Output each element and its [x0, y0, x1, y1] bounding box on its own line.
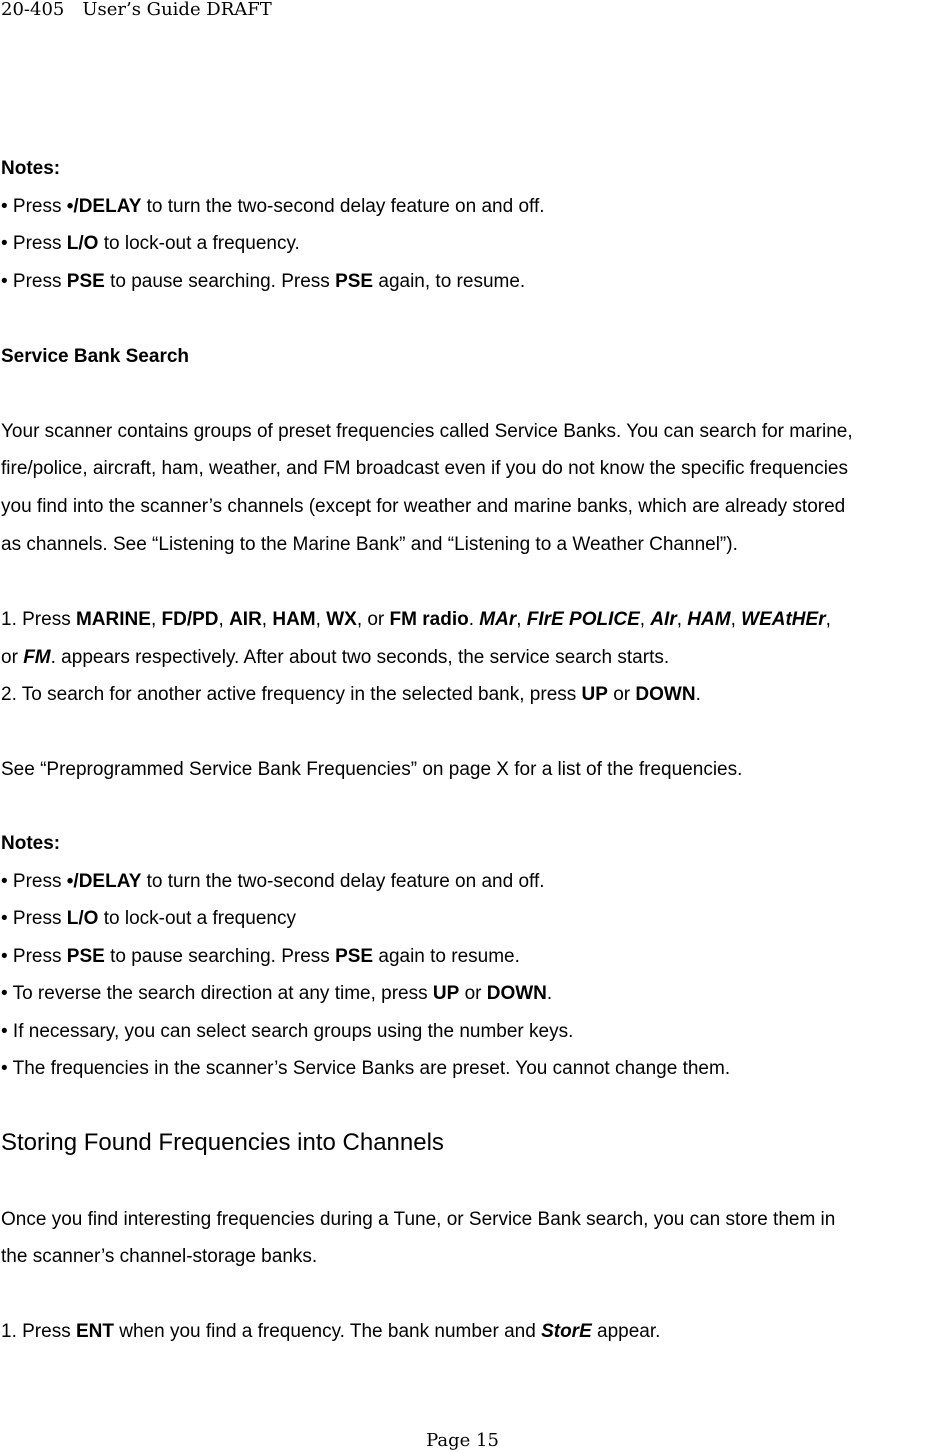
page-number: Page 15 [426, 1430, 499, 1451]
note-item: • If necessary, you can select search groups using the number keys. [1, 1021, 574, 1042]
step-2: 2. To search for another active frequency in the selected bank, press UP or DOWN. [1, 684, 701, 705]
section-heading-storing: Storing Found Frequencies into Channels [1, 1129, 444, 1156]
note-item: • Press •/DELAY to turn the two-second delay feature on and off. [1, 196, 545, 217]
paragraph-line: as channels. See “Listening to the Marine Bank” and “Listening to a Weather Channel”). [1, 534, 738, 555]
step-1-continued: or FM. appears respectively. After about two seconds, the service search starts. [1, 647, 670, 668]
note-item: • Press •/DELAY to turn the two-second delay feature on and off. [1, 871, 545, 892]
step-1: 1. Press ENT when you find a frequency. The bank number and StorE appear. [1, 1321, 661, 1342]
see-also-text: See “Preprogrammed Service Bank Frequencies” on page X for a list of the frequencies. [1, 759, 743, 780]
paragraph-line: Once you find interesting frequencies during a Tune, or Service Bank search, you can store them in [1, 1209, 836, 1230]
note-item: • Press PSE to pause searching. Press PSE again, to resume. [1, 271, 526, 292]
note-item: • Press L/O to lock-out a frequency. [1, 233, 300, 254]
step-1: 1. Press MARINE, FD/PD, AIR, HAM, WX, or FM radio. MAr, FIrE POLICE, AIr, HAM, WEAtHEr, [1, 609, 831, 630]
paragraph-line: the scanner’s channel-storage banks. [1, 1246, 318, 1267]
document-header: 20-405 User’s Guide DRAFT [1, 0, 272, 20]
paragraph-line: Your scanner contains groups of preset frequencies called Service Banks. You can search for marine, [1, 421, 853, 442]
notes-label: Notes: [1, 833, 61, 854]
paragraph-line: you find into the scanner’s channels (except for weather and marine banks, which are already stored [1, 496, 846, 517]
section-heading-service-bank: Service Bank Search [1, 346, 190, 367]
note-item: • Press PSE to pause searching. Press PSE again to resume. [1, 946, 520, 967]
note-item: • Press L/O to lock-out a frequency [1, 908, 296, 929]
note-item: • The frequencies in the scanner’s Service Banks are preset. You cannot change them. [1, 1058, 731, 1079]
paragraph-line: fire/police, aircraft, ham, weather, and FM broadcast even if you do not know the specific frequencies [1, 458, 848, 479]
note-item: • To reverse the search direction at any time, press UP or DOWN. [1, 983, 553, 1004]
notes-label: Notes: [1, 158, 61, 179]
